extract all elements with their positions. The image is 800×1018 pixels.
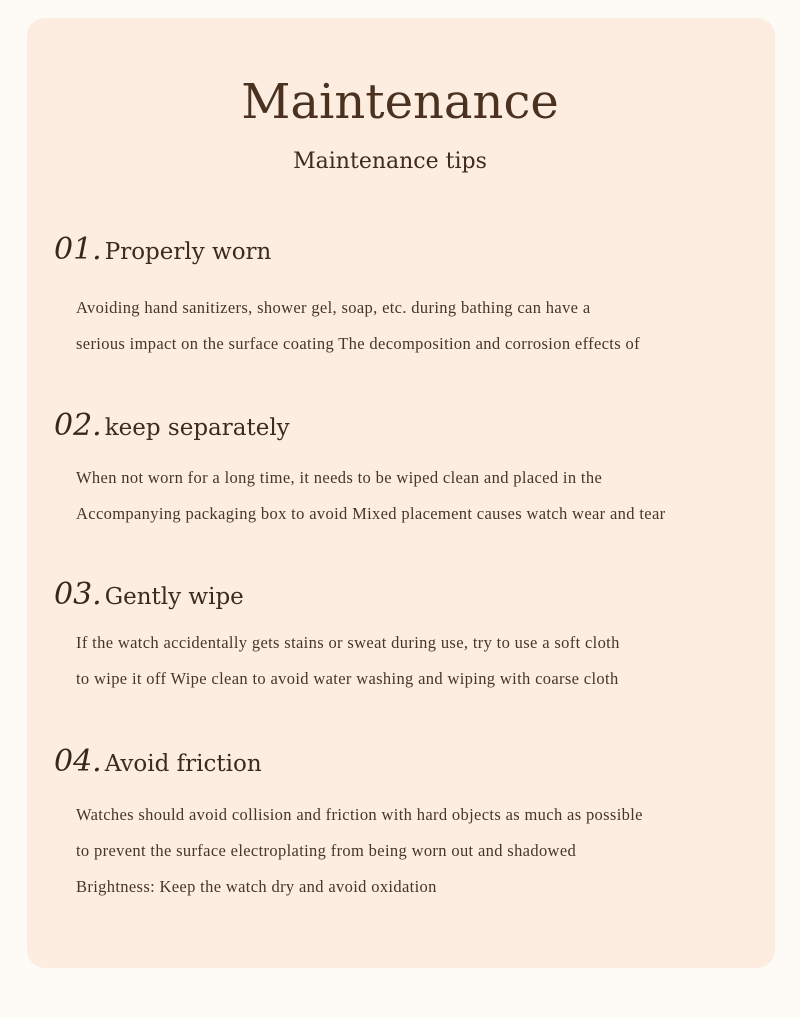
tip-body [76,797,784,905]
tip-body-line: If the watch accidentally gets stains or sweat during use, try to use a soft cloth [76,633,620,652]
tip-number: 03. [54,577,102,612]
tip-body [76,460,784,532]
tip-section-1 [54,230,784,362]
tip-section-2 [54,406,784,532]
tip-body [76,625,784,697]
tip-number: 04. [54,744,102,779]
tip-section-4 [54,742,784,905]
tip-body-line: Accompanying packaging box to avoid Mixed placement causes watch wear and tear [76,504,666,523]
tip-number: 02. [54,408,102,443]
tip-heading [54,406,784,446]
tip-heading [54,230,784,270]
tip-body-line: Brightness: Keep the watch dry and avoid oxidation [76,877,437,896]
tip-title: keep separately [104,415,290,441]
tip-body-line: Watches should avoid collision and friction with hard objects as much as possible [76,805,643,824]
tip-number: 01. [54,232,102,267]
tip-heading [54,575,784,615]
tip-body-line: Avoiding hand sanitizers, shower gel, soap, etc. during bathing can have a [76,298,591,317]
tip-body-line: serious impact on the surface coating The decomposition and corrosion effects of [76,334,640,353]
tip-section-3 [54,575,784,697]
tip-body-line: to wipe it off Wipe clean to avoid water washing and wiping with coarse cloth [76,669,619,688]
tip-heading [54,742,784,782]
tip-body [76,290,784,362]
tip-body-line: When not worn for a long time, it needs to be wiped clean and placed in the [76,468,603,487]
tip-title: Properly worn [104,239,272,265]
page-subtitle: Maintenance tips [293,149,487,174]
tip-title: Gently wipe [104,584,244,610]
tip-body-line: to prevent the surface electroplating from being worn out and shadowed [76,841,577,860]
tip-title: Avoid friction [104,751,262,777]
page-title: Maintenance [241,74,559,130]
